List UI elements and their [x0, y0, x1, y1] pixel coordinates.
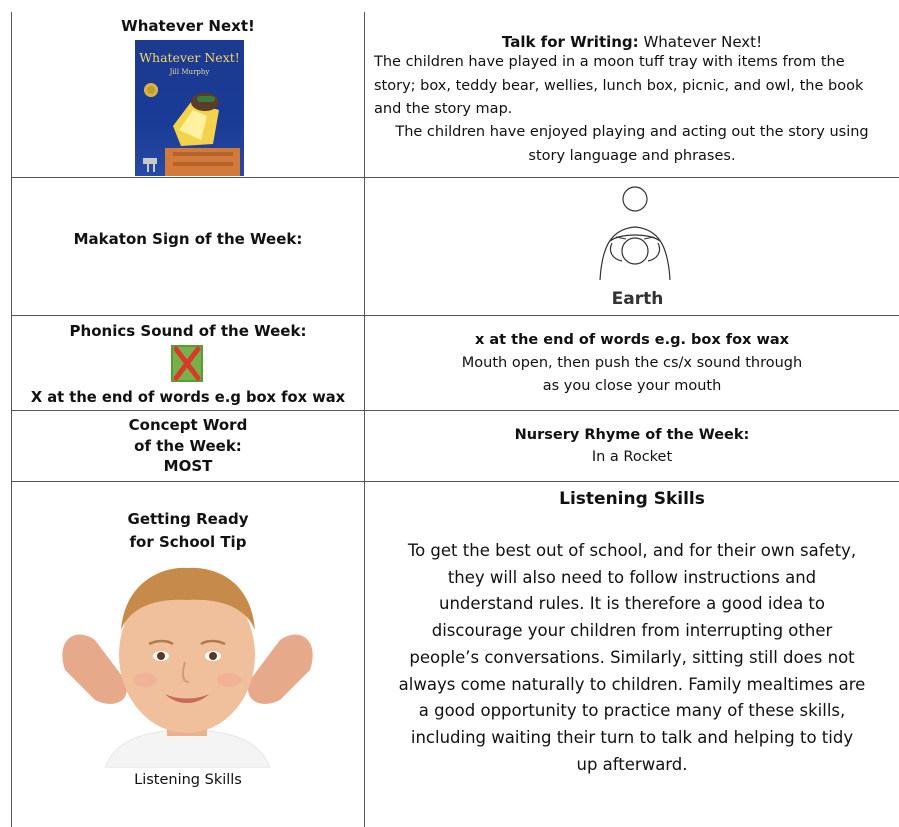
school-tip-line-1: Getting Ready	[127, 510, 249, 528]
row-divider-2	[11, 315, 899, 316]
listening-skills-paragraph	[365, 538, 899, 778]
talk-line-4: The children have enjoyed playing and acting out the story using	[395, 124, 869, 140]
child-listening-photo	[25, 560, 350, 768]
listening-line: a good opportunity to practice many of these skills,	[418, 701, 846, 721]
talk-line-3: and the story map.	[374, 101, 513, 117]
listening-line: To get the best out of school, and for their own safety,	[407, 541, 857, 560]
talk-for-writing-text-2	[365, 121, 899, 168]
listening-line: including waiting their turn to talk and helping to tidy	[410, 727, 854, 747]
listening-line: discourage your children from interrupting other	[431, 621, 833, 641]
listening-line: always come naturally to children. Family mealtimes are	[398, 674, 866, 694]
talk-line-1: The children have played in a moon tuff tray with items from the	[374, 54, 845, 70]
school-tip-label	[12, 508, 364, 554]
nursery-rhyme-label: Nursery Rhyme of the Week:	[514, 427, 750, 443]
book-illustration	[135, 40, 244, 176]
phonics-instruction-1: Mouth open, then push the cs/x sound through	[461, 355, 803, 371]
phonics-caption: X at the end of words e.g box fox wax	[30, 389, 346, 406]
row-divider-4	[11, 481, 899, 482]
book-cover-title: Whatever Next!	[139, 50, 240, 65]
row-divider-1	[11, 177, 899, 178]
talk-line-5: story language and phrases.	[528, 147, 736, 164]
concept-word: MOST	[163, 457, 213, 475]
concept-word-block	[12, 415, 364, 477]
listening-line: understand rules. It is therefore a good idea to	[439, 594, 825, 614]
talk-line-2: story; box, teddy bear, wellies, lunch box, picnic, and owl, the book	[374, 77, 864, 94]
makaton-word: Earth	[611, 289, 664, 309]
makaton-label: Makaton Sign of the Week:	[73, 230, 303, 248]
makaton-earth-sign-image	[590, 185, 680, 280]
book-cover-image	[135, 40, 244, 176]
school-tip-line-2: for School Tip	[129, 533, 247, 551]
phonics-label: Phonics Sound of the Week:	[69, 322, 307, 340]
talk-for-writing-text	[374, 51, 899, 122]
row-divider-3	[11, 410, 899, 411]
listening-line: people’s conversations. Similarly, sitting still does not	[409, 647, 855, 667]
talk-for-writing-block	[365, 32, 899, 52]
nursery-rhyme-value: In a Rocket	[591, 449, 673, 465]
book-cover-author: Jill Murphy	[169, 68, 210, 76]
concept-line-2: of the Week:	[134, 436, 242, 455]
talk-for-writing-label: Talk for Writing:	[501, 33, 639, 51]
listening-line: up afterward.	[576, 754, 688, 774]
phonics-instruction-2: as you close your mouth	[542, 378, 722, 394]
listening-line: they will also need to follow instructions and	[447, 567, 817, 587]
phonics-x-icon	[171, 345, 203, 382]
talk-for-writing-value: Whatever Next!	[638, 33, 763, 51]
book-cell-title: Whatever Next!	[121, 17, 255, 35]
photo-caption: Listening Skills	[134, 772, 242, 788]
phonics-right-title: x at the end of words e.g. box fox wax	[475, 332, 789, 348]
listening-skills-heading: Listening Skills	[559, 489, 705, 509]
concept-line-1: Concept Word	[128, 416, 248, 434]
